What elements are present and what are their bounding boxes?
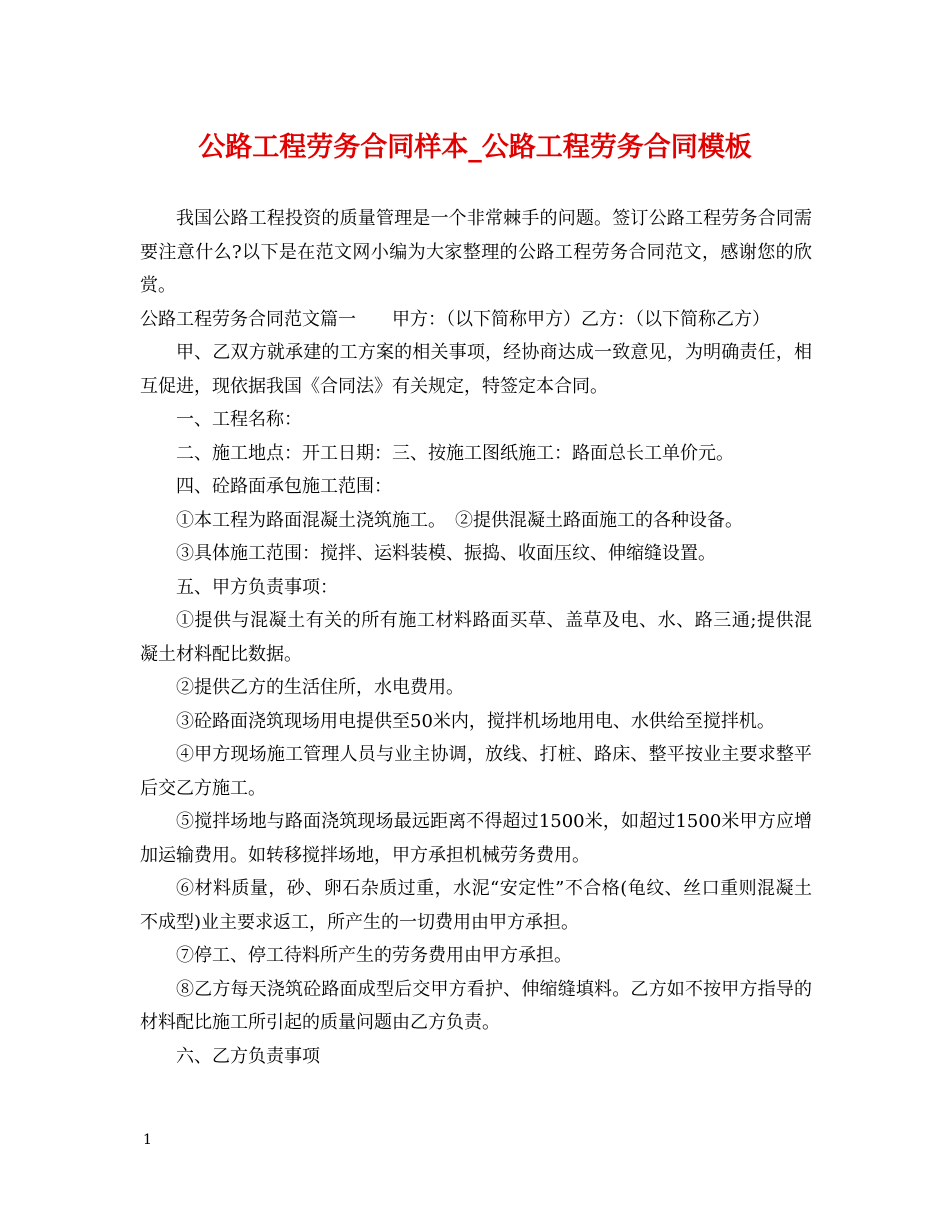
paragraph-agreement: 甲、乙双方就承建的工方案的相关事项，经协商达成一致意见，为明确责任，相互促进，现依据我国《合同法》有关规定，特签定本合同。 [140, 342, 812, 397]
paragraph-item-5-7: ⑦停工、停工待料所产生的劳务费用由甲方承担。 [176, 945, 572, 966]
paragraph-section-1: 一、工程名称： [176, 409, 302, 430]
paragraph-item-5-8: ⑧乙方每天浇筑砼路面成型后交甲方看护、伸缩缝填料。乙方如不按甲方指导的材料配比施工所引起的质量问题由乙方负责。 [140, 978, 812, 1033]
paragraph-item-4-3: ③具体施工范围：搅拌、运料装模、振捣、收面压纹、伸缩缝设置。 [176, 543, 716, 564]
paragraph-section-4: 四、砼路面承包施工范围： [176, 476, 392, 497]
paragraph-parties: 公路工程劳务合同范文篇一 甲方：（以下简称甲方）乙方：（以下简称乙方） [140, 308, 770, 330]
document-title: 公路工程劳务合同样本_公路工程劳务合同模板 [198, 132, 752, 163]
paragraph-item-5-1: ①提供与混凝土有关的所有施工材料路面买草、盖草及电、水、路三通;提供混凝土材料配比数据。 [140, 610, 812, 665]
paragraph-section-6: 六、乙方负责事项 [176, 1045, 320, 1067]
paragraph-item-5-6: ⑥材料质量，砂、卵石杂质过重，水泥“安定性”不合格(龟纹、丝口重则混凝土不成型)业主要求返工，所产生的一切费用由甲方承担。 [140, 878, 812, 933]
paragraph-item-5-3: ③砼路面浇筑现场用电提供至50米内，搅拌机场地用电、水供给至搅拌机。 [176, 710, 775, 732]
paragraph-item-4-1: ①本工程为路面混凝土浇筑施工。 ②提供混凝土路面施工的各种设备。 [176, 509, 743, 531]
paragraph-intro: 我国公路工程投资的质量管理是一个非常棘手的问题。签订公路工程劳务合同需要注意什么?以下是在范文网小编为大家整理的公路工程劳务合同范文，感谢您的欣赏。 [140, 208, 812, 296]
paragraph-item-5-2: ②提供乙方的生活住所，水电费用。 [176, 677, 464, 698]
paragraph-item-5-5: ⑤搅拌场地与路面浇筑现场最远距离不得超过1500米，如超过1500米甲方应增加运输费用。如转移搅拌场地，甲方承担机械劳务费用。 [140, 811, 812, 866]
paragraph-section-2: 二、施工地点：开工日期：三、按施工图纸施工：路面总长工单价元。 [176, 442, 734, 464]
paragraph-section-5: 五、甲方负责事项： [176, 576, 338, 598]
page-number: 1 [143, 1132, 152, 1148]
document-body [140, 202, 812, 1073]
paragraph-item-5-4: ④甲方现场施工管理人员与业主协调，放线、打桩、路床、整平按业主要求整平后交乙方施工。 [140, 744, 812, 799]
